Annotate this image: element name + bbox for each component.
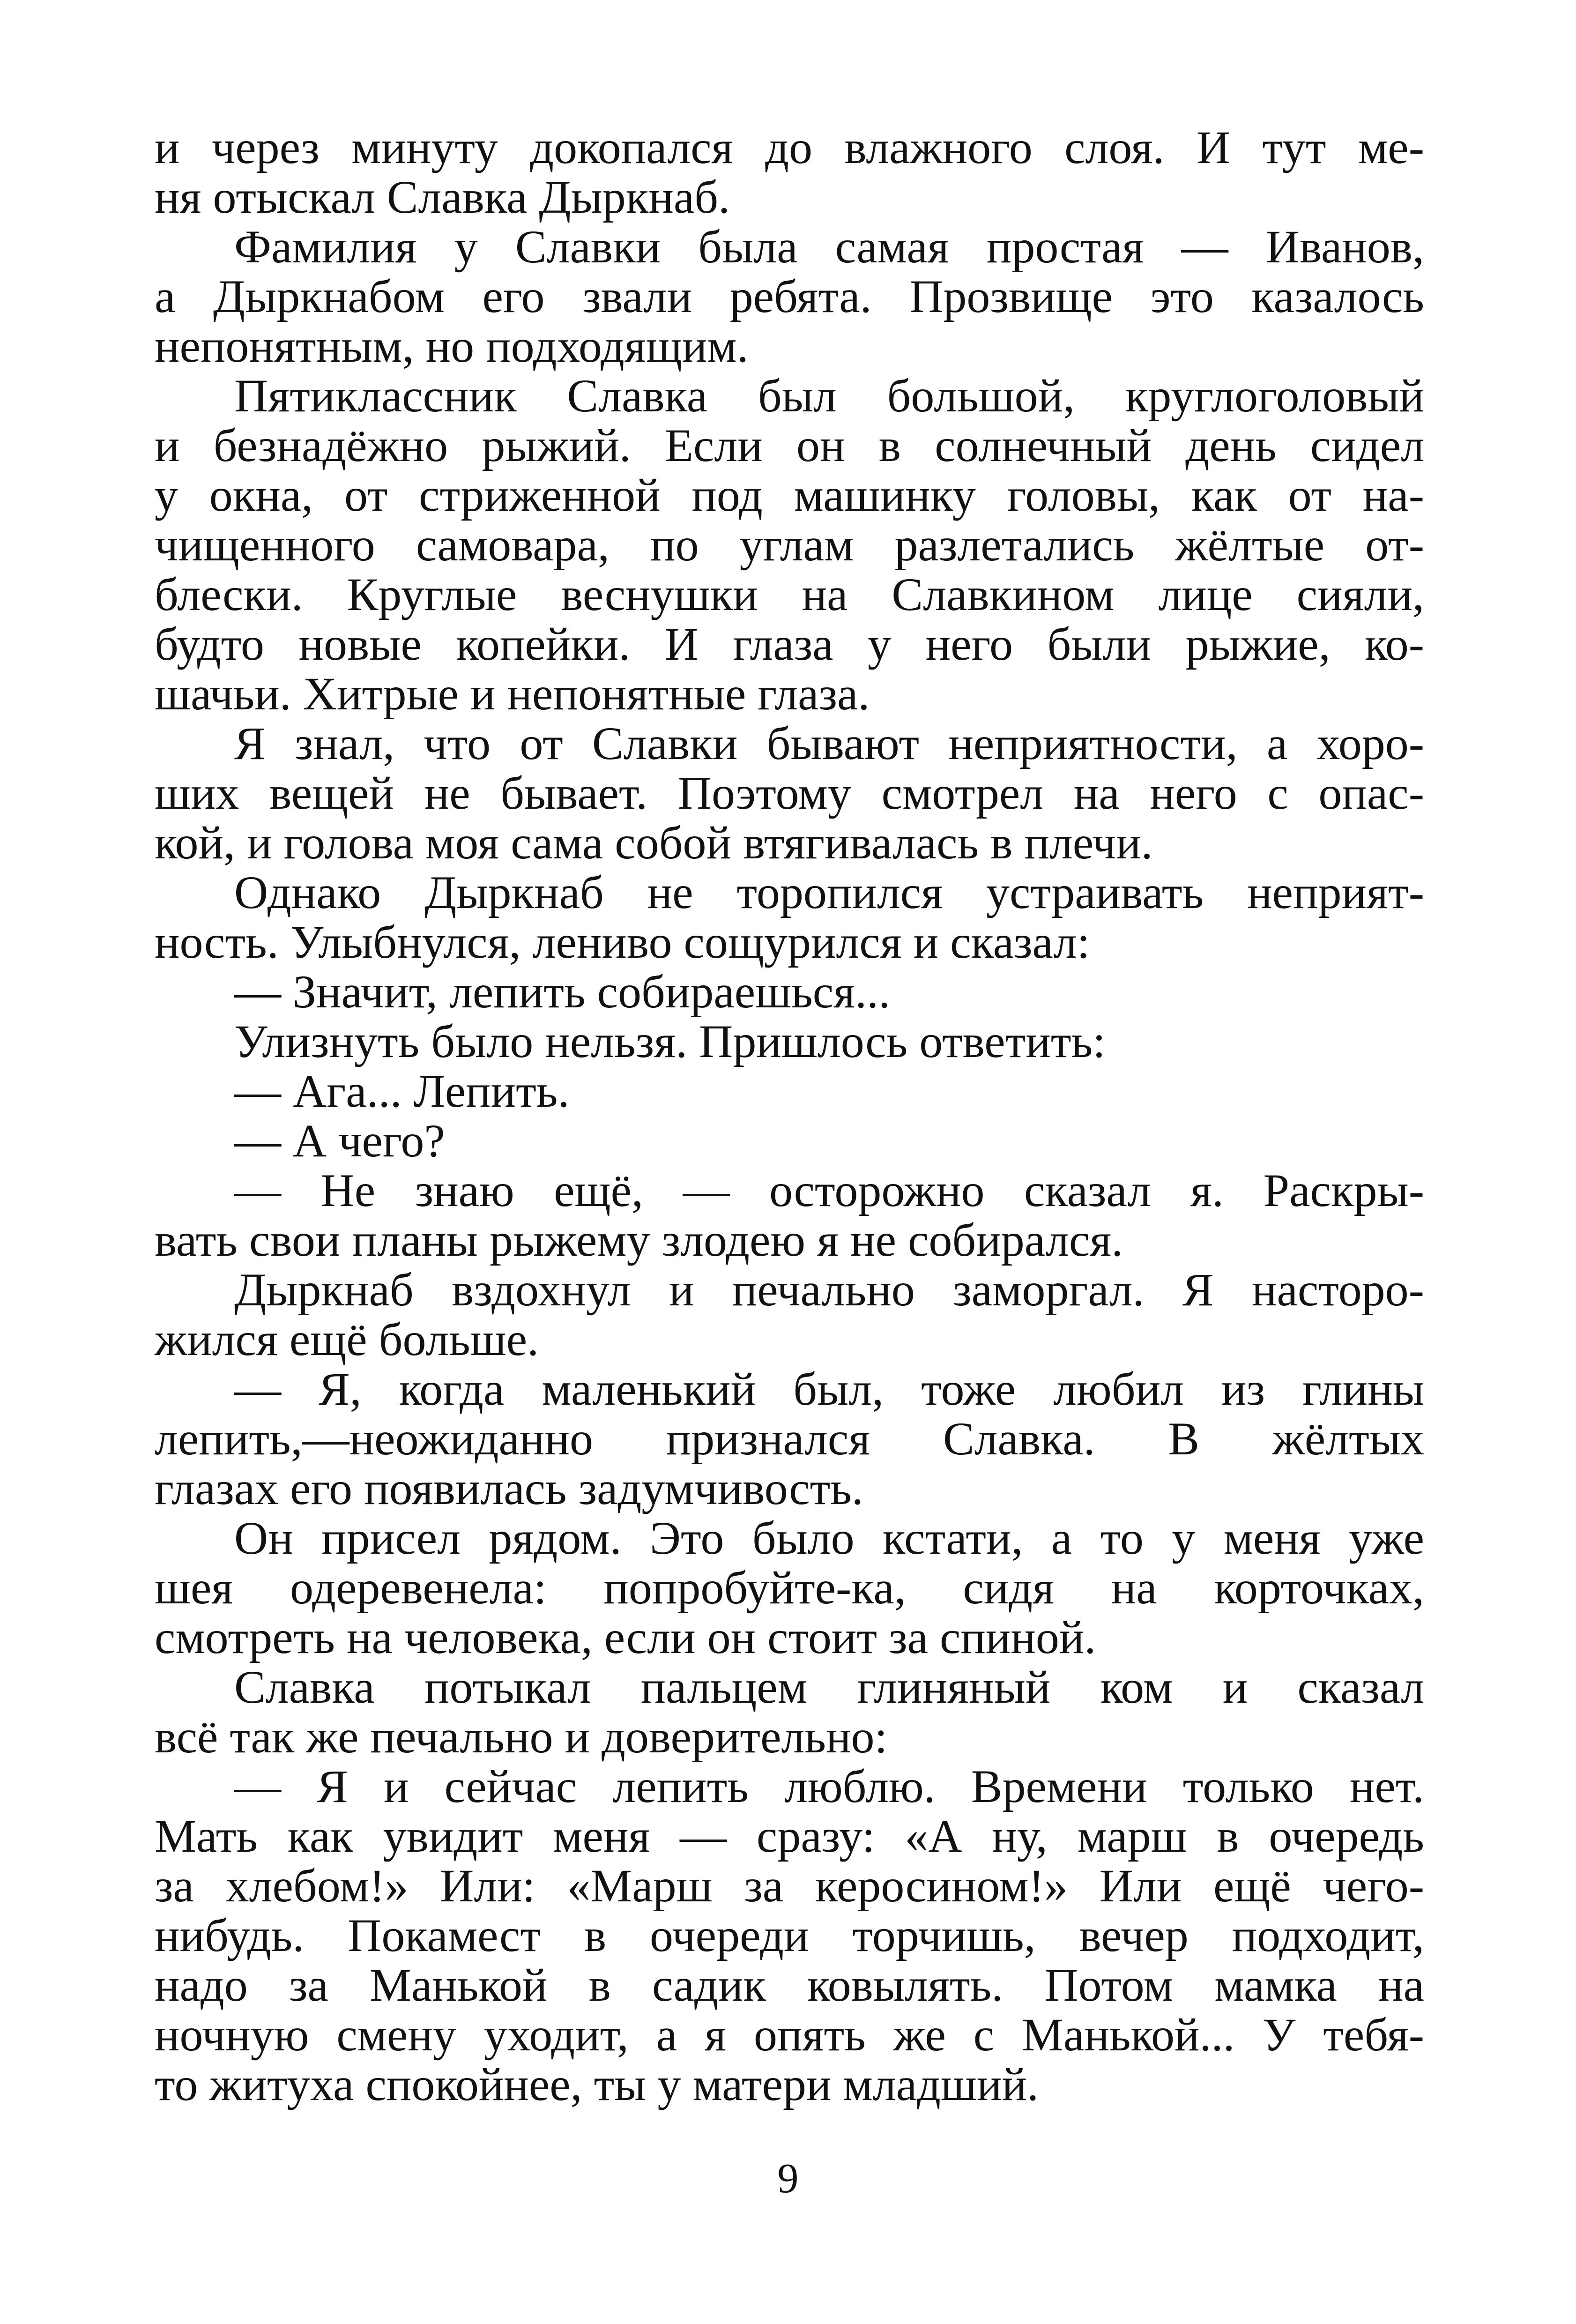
text-line: — Я и сейчас лепить люблю. Времени только нет. [234,1760,1424,1812]
text-line: за хлебом!» Или: «Марш за керосином!» Или ещё чего- [155,1860,1424,1912]
text-line: а Дыркнабом его звали ребята. Прозвище это казалось [155,270,1424,322]
text-line: ших вещей не бывает. Поэтому смотрел на него с опас- [155,767,1424,819]
text-line: блески. Круглые веснушки на Славкином лице сияли, [155,568,1424,620]
text-line: то житуха спокойнее, ты у матери младший. [155,2058,1039,2110]
text-line: Фамилия у Славки была самая простая — Иванов, [234,221,1424,273]
text-line: жился ещё больше. [155,1313,539,1365]
text-line: надо за Манькой в садик ковылять. Потом мамка на [155,1959,1424,2011]
text-line: у окна, от стриженной под машинку головы, как от на- [155,469,1424,521]
text-line: Однако Дыркнаб не торопился устраивать неприят- [234,866,1424,918]
text-line: шачьи. Хитрые и непонятные глаза. [155,668,870,720]
text-line: и безнадёжно рыжий. Если он в солнечный день сидел [155,419,1424,471]
text-line: Славка потыкал пальцем глиняный ком и сказал [234,1661,1424,1713]
page-number: 9 [777,2155,799,2202]
text-line: Улизнуть было нельзя. Пришлось ответить: [234,1015,1106,1067]
text-line: Он присел рядом. Это было кстати, а то у меня уже [234,1512,1424,1564]
text-line: чищенного самовара, по углам разлетались жёлтые от- [155,519,1424,571]
body-text [155,123,1424,2109]
text-line: глазах его появилась задумчивость. [155,1462,863,1514]
text-line: лепить,—неожиданно признался Славка. В жёлтых [155,1413,1424,1465]
text-line: — Ага... Лепить. [234,1065,570,1117]
text-line: ность. Улыбнулся, лениво сощурился и сказал: [155,916,1090,968]
text-line: Пятиклассник Славка был большой, круглоголовый [234,370,1424,422]
text-line: ночную смену уходит, а я опять же с Манькой... У тебя- [155,2009,1424,2061]
text-line: шея одеревенела: попробуйте-ка, сидя на корточках, [155,1562,1424,1614]
text-line: — А чего? [234,1115,445,1167]
text-line: всё так же печально и доверительно: [155,1711,888,1763]
text-line: кой, и голова моя сама собой втягивалась в плечи. [155,817,1153,869]
text-line: Я знал, что от Славки бывают неприятности, а хоро- [234,717,1424,769]
text-line: — Значит, лепить собираешься... [234,966,891,1018]
text-line: Дыркнаб вздохнул и печально заморгал. Я насторо- [234,1264,1424,1316]
text-line: — Не знаю ещё, — осторожно сказал я. Раскры- [234,1164,1424,1216]
text-line: ня отыскал Славка Дыркнаб. [155,171,730,223]
text-line: нибудь. Покамест в очереди торчишь, вечер подходит, [155,1909,1424,1961]
text-line: — Я, когда маленький был, тоже любил из глины [234,1363,1424,1415]
text-line: вать свои планы рыжему злодею я не собирался. [155,1214,1123,1266]
text-line: непонятным, но подходящим. [155,320,749,372]
text-line: будто новые копейки. И глаза у него были рыжие, ко- [155,618,1424,670]
text-line: Мать как увидит меня — сразу: «А ну, марш в очередь [155,1810,1424,1862]
text-line: и через минуту докопался до влажного слоя. И тут ме- [155,121,1424,173]
text-line: смотреть на человека, если он стоит за спиной. [155,1611,1096,1663]
